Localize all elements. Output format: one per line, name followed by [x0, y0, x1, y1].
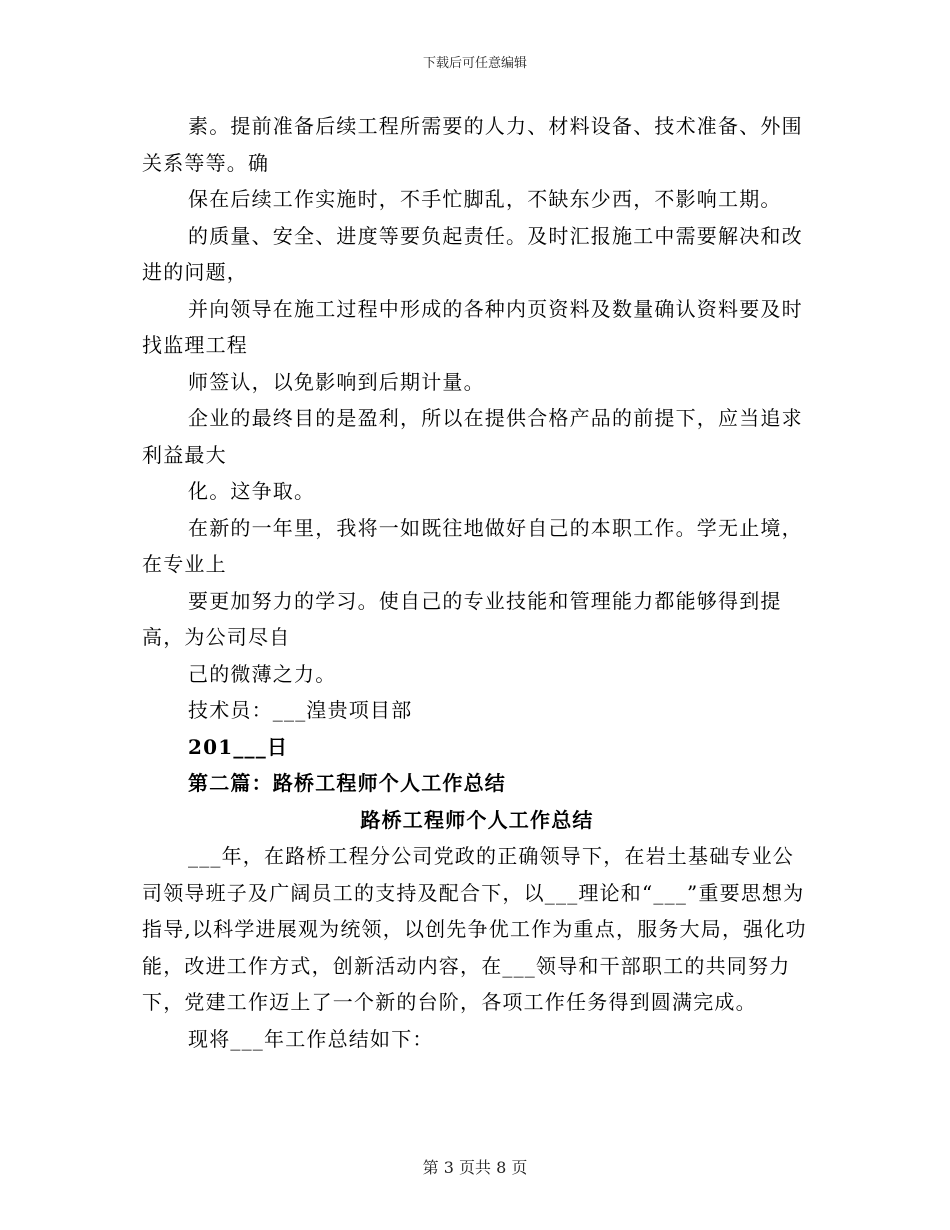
paragraph-6: 企业的最终目的是盈利，所以在提供合格产品的前提下，应当追求利益最大 — [142, 406, 803, 467]
paragraph-2: 保在后续工作实施时，不手忙脚乱，不缺东少西，不影响工期。 — [188, 187, 782, 211]
paragraph-intro: ___年，在路桥工程分公司党政的正确领导下，在岩土基础专业公司领导班子及广阔员工的支持及配合下，以___理论和“___”重要思想为指导,以科学进展观为统领，以创先争优工作为重点，服务大局，强化功能，改进工作方式，创新活动内容，在___领导和干部职工的共同努力下，党建工作迈上了一个新的台阶，各项工作任务得到圆满完成。 — [142, 844, 807, 1014]
paragraph-summary-lead: 现将___年工作总结如下： — [188, 1026, 434, 1051]
document-body — [142, 108, 812, 1057]
page-header: 下载后可任意编辑 — [422, 56, 527, 71]
paragraph-1: 素。提前准备后续工程所需要的人力、材料设备、技术准备、外围关系等等。确 — [142, 114, 803, 175]
page-footer: 第 3 页共 8 页 — [422, 1158, 528, 1177]
signature-line: 技术员：___湟贵项目部 — [188, 698, 413, 722]
section-heading: 第二篇：路桥工程师个人工作总结 — [188, 771, 506, 795]
date-line: 201___日 — [188, 734, 289, 759]
paragraph-8: 在新的一年里，我将一如既往地做好自己的本职工作。学无止境，在专业上 — [142, 515, 803, 576]
paragraph-3: 的质量、安全、进度等要负起责任。及时汇报施工中需要解决和改进的问题， — [142, 223, 803, 284]
document-title: 路桥工程师个人工作总结 — [360, 807, 594, 832]
paragraph-10: 己的微薄之力。 — [188, 661, 337, 686]
paragraph-4: 并向领导在施工过程中形成的各种内页资料及数量确认资料要及时找监理工程 — [142, 296, 803, 357]
paragraph-7: 化。这争取。 — [188, 479, 316, 503]
paragraph-9: 要更加努力的学习。使自己的专业技能和管理能力都能够得到提高，为公司尽自 — [142, 588, 782, 649]
paragraph-5: 师签认，以免影响到后期计量。 — [188, 369, 485, 394]
